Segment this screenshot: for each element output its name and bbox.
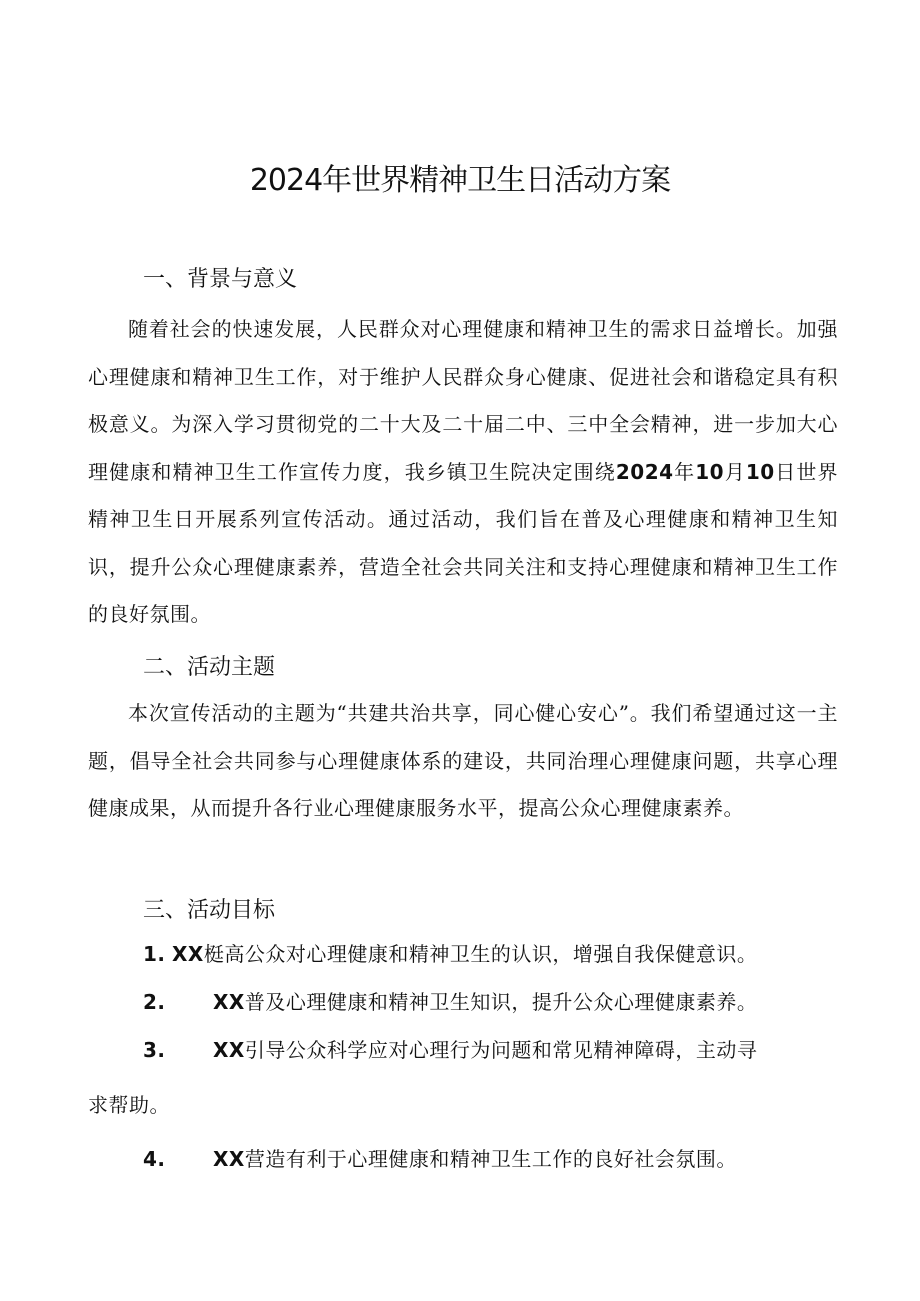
paragraph-text: 随着社会的快速发展，人民群众对心理健康和精神卫生的需求日益增长。加强心理健康和精神卫生工作，对于维护人民群众身心健康、促进社会和谐稳定具有积极意义。为深入学习贯彻党的二十大及二十届二中、三中全会精神，进一步加大心理健康和精神卫生工作宣传力度，我乡镇卫生院决定围绕	[88, 317, 838, 484]
paragraph-text: 年	[673, 459, 696, 484]
paragraph-text: 日世界精神卫生日开展系列宣传活动。通过活动，我们旨在普及心理健康和精神卫生知识，提升公众心理健康素养，营造全社会共同关注和支持心理健康和精神卫生工作的良好氛围。	[88, 459, 839, 626]
paragraph-bold-year: 2024	[615, 459, 674, 484]
goal-item-4	[143, 1136, 737, 1183]
goal-number: 3.	[143, 1038, 166, 1062]
section-paragraph-theme: 本次宣传活动的主题为“共建共治共享，同心健心安心”。我们希望通过这一主题，倡导全社会共同参与心理健康体系的建设，共同治理心理健康问题，共享心理健康成果，从而提升各行业心理健康服务水平，提高公众心理健康素养。	[88, 701, 838, 820]
goal-text: 引导公众科学应对心理行为问题和常见精神障碍，主动寻	[244, 1038, 758, 1062]
goal-item-1	[143, 931, 757, 978]
goal-prefix: XX	[213, 1147, 245, 1171]
section-paragraph-background	[88, 306, 838, 639]
goal-text: 普及心理健康和精神卫生知识，提升公众心理健康素养。	[244, 990, 758, 1014]
paragraph-text: 月	[724, 459, 746, 484]
goal-prefix: XX	[172, 942, 204, 966]
goal-prefix: XX	[213, 1038, 245, 1062]
goal-item-2	[143, 979, 757, 1026]
goal-item-3	[143, 1027, 757, 1074]
section-heading-theme: 二、活动主题	[143, 655, 276, 680]
goal-item-3-continuation: 求帮助。	[88, 1093, 170, 1117]
goal-number: 2.	[143, 990, 166, 1014]
goal-number: 1.	[143, 942, 166, 966]
goal-text: 营造有利于心理健康和精神卫生工作的良好社会氛围。	[244, 1147, 737, 1171]
paragraph-bold-day: 10	[745, 459, 775, 484]
goal-number: 4.	[143, 1147, 166, 1171]
goal-text: 梃高公众对心理健康和精神卫生的认识，增强自我保健意识。	[203, 942, 758, 966]
goal-prefix: XX	[213, 990, 245, 1014]
paragraph-bold-month: 10	[695, 459, 725, 484]
section-heading-goals: 三、活动目标	[143, 898, 276, 923]
document-title: 2024年世界精神卫生日活动方案	[249, 163, 671, 198]
section-heading-background: 一、背景与意义	[143, 267, 298, 292]
